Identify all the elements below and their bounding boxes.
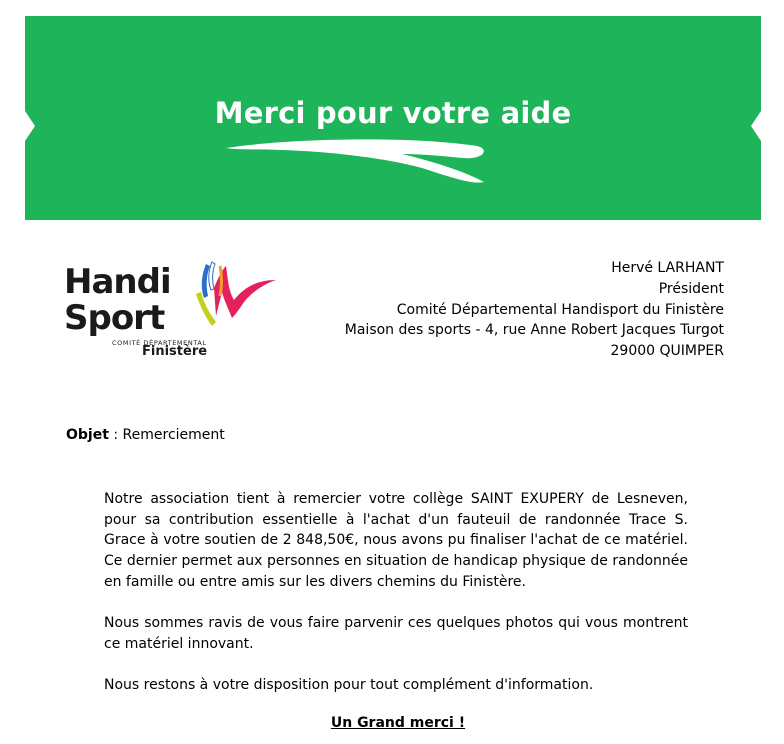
banner-title: Merci pour votre aide bbox=[214, 96, 572, 130]
logo-word-handi: Handi bbox=[64, 262, 171, 302]
brush-underline bbox=[222, 130, 492, 190]
paragraph: Notre association tient à remercier votre collège SAINT EXUPERY de Lesneven, pour sa contribution essentielle à l'achat d'un fauteuil de randonnée Trace S. Grace à votre soutien de 2 848,50€, nous avons pu finaliser l'achat de ce matériel. Ce dernier permet aux personnes en situation de handicap physique de randonnée en famille ou entre amis sur les divers chemins du Finistère. bbox=[104, 491, 688, 590]
closing-thanks: Un Grand merci ! bbox=[330, 715, 466, 731]
sender-city: 29000 QUIMPER bbox=[610, 343, 724, 360]
paragraph: Nous restons à votre disposition pour tout complément d'information. bbox=[104, 677, 594, 694]
sender-title: Président bbox=[658, 280, 724, 297]
sender-name: Hervé LARHANT bbox=[611, 260, 724, 276]
subject-line bbox=[66, 427, 225, 443]
letter-body bbox=[104, 489, 688, 717]
logo-region: Finistère bbox=[142, 344, 208, 359]
subject-value: : Remerciement bbox=[108, 427, 225, 443]
sender-street: Maison des sports - 4, rue Anne Robert Jacques Turgot bbox=[344, 322, 724, 339]
sender-address bbox=[345, 258, 724, 362]
logo-swoosh-icon bbox=[192, 256, 292, 336]
handisport-logo bbox=[62, 256, 292, 366]
paragraph: Nous sommes ravis de vous faire parvenir ces quelques photos qui vous montrent ce matériel innovant. bbox=[104, 615, 688, 652]
logo-subtitle: COMITÉ DÉPARTEMENTAL bbox=[112, 339, 207, 347]
logo-word-sport: Sport bbox=[64, 298, 165, 338]
subject-label: Objet bbox=[66, 427, 109, 443]
sender-organization: Comité Départemental Handisport du Finistère bbox=[396, 301, 724, 318]
